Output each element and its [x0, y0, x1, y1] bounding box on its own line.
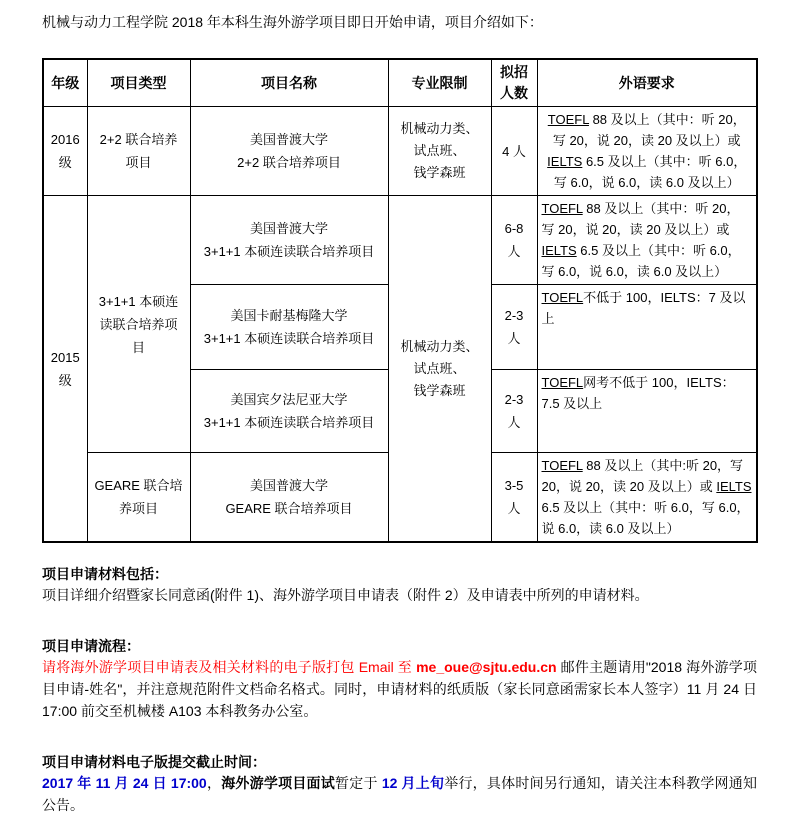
program-name-cell: 美国普渡大学 3+1+1 本硕连读联合培养项目: [190, 196, 388, 285]
program-name-cell: 美国普渡大学 GEARE 联合培养项目: [190, 453, 388, 543]
quota-cell: 2-3 人: [491, 370, 537, 453]
text-run: 暂定于: [335, 775, 382, 791]
process-heading: 项目申请流程：: [42, 638, 140, 654]
grade-cell: 2015 级: [43, 196, 87, 543]
quota-cell: 4 人: [491, 107, 537, 196]
program-name-cell: 美国宾夕法尼亚大学 3+1+1 本硕连读联合培养项目: [190, 370, 388, 453]
program-name-cell: 美国普渡大学 2+2 联合培养项目: [190, 107, 388, 196]
text-run: TOEFL: [541, 290, 584, 305]
deadline-heading: 项目申请材料电子版提交截止时间：: [42, 754, 266, 770]
text-run: 邮件主题请用"2018 海外游学项目申请-姓名"，并注意规范附件文档命名格式。同时，申请材料的纸质版（家长同意函需家长本人签字）11 月 24 日 17:00 前交至机械楼 A103 本科教务办公室。: [42, 659, 757, 719]
language-requirement-cell: [537, 285, 757, 370]
text-run: 6.5 及以上（其中：听 6.0，写 6.0，说 6.0，读 6.0 及以上）: [541, 500, 750, 536]
text-run: 88 及以上（其中:听 20，写 20，说 20，读 20 及以上）或: [541, 458, 744, 494]
header-language-requirement: 外语要求: [537, 59, 757, 107]
text-run: IELTS: [716, 479, 752, 494]
text-run: IELTS: [541, 243, 577, 258]
text-run: 2017 年 11 月 24 日 17:00: [42, 775, 207, 791]
section-application-process: [42, 636, 757, 722]
text-run: ，: [206, 775, 222, 791]
language-requirement-cell: [537, 370, 757, 453]
program-name-cell: 美国卡耐基梅隆大学 3+1+1 本硕连读联合培养项目: [190, 285, 388, 370]
text-run: IELTS: [547, 154, 583, 169]
intro-text: 机械与动力工程学院 2018 年本科生海外游学项目即日开始申请，项目介绍如下：: [42, 14, 543, 30]
section-submission-deadline: [42, 752, 757, 816]
header-quota: 拟招 人数: [491, 59, 537, 107]
quota-cell: 6-8 人: [491, 196, 537, 285]
grade-cell: 2016 级: [43, 107, 87, 196]
header-program-name: 项目名称: [190, 59, 388, 107]
text-run: TOEFL: [541, 458, 583, 473]
language-requirement-cell: [537, 196, 757, 285]
table-header-row: [43, 59, 757, 107]
text-run: 不低于 100，IELTS：7 及以上: [541, 290, 746, 326]
text-run: TOEFL: [541, 201, 583, 216]
quota-cell: 2-3 人: [491, 285, 537, 370]
email-link[interactable]: me_oue@sjtu.edu.cn: [416, 659, 557, 675]
section-application-materials: [42, 564, 757, 606]
materials-heading: 项目申请材料包括：: [42, 566, 168, 582]
major-restriction-cell: 机械动力类、 试点班、 钱学森班: [388, 196, 491, 543]
text-run: 12 月上旬: [381, 775, 445, 791]
text-run: 海外游学项目面试: [221, 775, 336, 791]
process-body: [42, 656, 757, 722]
text-run: 88 及以上（其中：听 20，写 20，说 20，读 20 及以上）或: [541, 201, 740, 237]
text-run: 6.5 及以上（其中：听 6.0，写 6.0，说 6.0，读 6.0 及以上）: [553, 154, 747, 190]
quota-cell: 3-5 人: [491, 453, 537, 543]
header-grade: 年级: [43, 59, 87, 107]
language-requirement-cell: [537, 107, 757, 196]
header-major-restriction: 专业限制: [388, 59, 491, 107]
header-program-type: 项目类型: [87, 59, 190, 107]
program-type-cell: 3+1+1 本硕连 读联合培养项 目: [87, 196, 190, 453]
text-run: TOEFL: [547, 112, 589, 127]
programs-table: [42, 58, 758, 543]
materials-body: 项目详细介绍暨家长同意函(附件 1)、海外游学项目申请表（附件 2）及申请表中所列的申请材料。: [42, 587, 649, 603]
table-row: [43, 196, 757, 285]
program-type-cell: GEARE 联合培 养项目: [87, 453, 190, 543]
language-requirement-cell: [537, 453, 757, 543]
deadline-body: [42, 772, 757, 816]
table-row: [43, 107, 757, 196]
text-run: 请将海外游学项目申请表及相关材料的电子版打包 Email 至: [42, 659, 417, 675]
text-run: 举行，具体时间另行通知，请关注本科教学网通知公告。: [42, 775, 758, 813]
text-run: 88 及以上（其中：听 20，写 20，说 20，读 20 及以上）或: [552, 112, 746, 148]
program-type-cell: 2+2 联合培养 项目: [87, 107, 190, 196]
major-restriction-cell: 机械动力类、 试点班、 钱学森班: [388, 107, 491, 196]
text-run: 网考不低于 100，IELTS：7.5 及以上: [541, 375, 735, 411]
text-run: 6.5 及以上（其中：听 6.0，写 6.0，说 6.0，读 6.0 及以上）: [541, 243, 741, 279]
text-run: TOEFL: [541, 375, 584, 390]
